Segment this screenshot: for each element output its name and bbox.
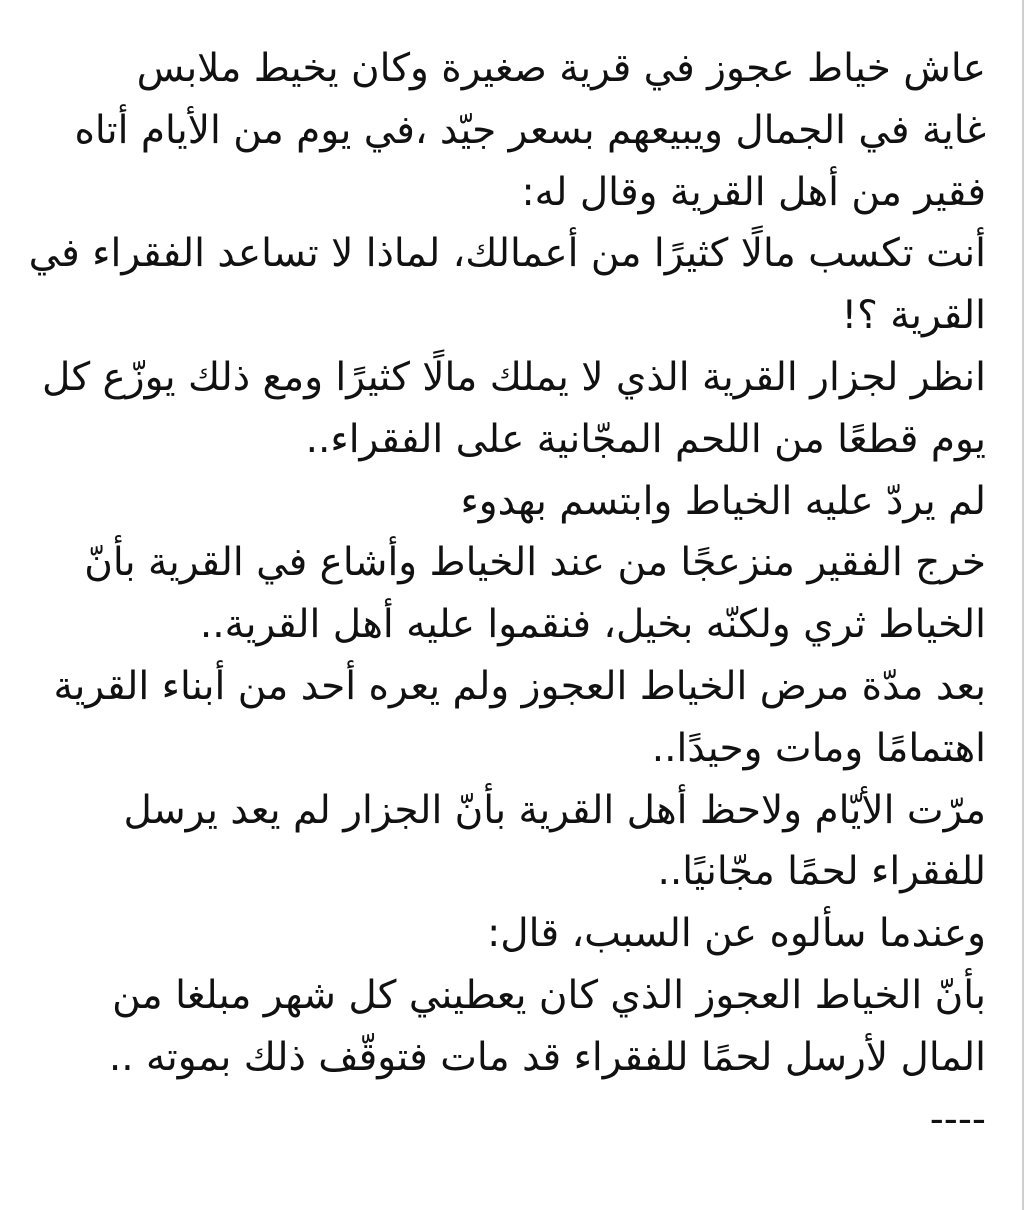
story-line: أنت تكسب مالًا كثيرًا من أعمالك، لماذا لا تساعد الفقراء في <box>28 231 986 277</box>
story-line: انظر لجزار القرية الذي لا يملك مالًا كثيرًا ومع ذلك يوزّع كل <box>42 354 986 400</box>
story-line: بأنّ الخياط العجوز الذي كان يعطيني كل شهر مبلغا من <box>112 972 986 1018</box>
story-line: يوم قطعًا من اللحم المجّانية على الفقراء.. <box>305 416 986 462</box>
story-line: خرج الفقير منزعجًا من عند الخياط وأشاع في القرية بأنّ <box>84 540 986 586</box>
story-line: الخياط ثري ولكنّه بخيل، فنقموا عليه أهل القرية.. <box>199 602 986 648</box>
story-line: عاش خياط عجوز في قرية صغيرة وكان يخيط ملابس <box>136 46 986 91</box>
story-line: للفقراء لحمًا مجّانيًا.. <box>657 849 986 895</box>
story-line: مرّت الأيّام ولاحظ أهل القرية بأنّ الجزار لم يعد يرسل <box>123 787 986 833</box>
story-line: المال لأرسل لحمًا للفقراء قد مات فتوقّف ذلك بموته .. <box>108 1034 986 1080</box>
story-line: فقير من أهل القرية وقال له: <box>521 169 986 215</box>
story-line: بعد مدّة مرض الخياط العجوز ولم يعره أحد من أبناء القرية <box>53 663 986 709</box>
story-text <box>26 38 986 1150</box>
story-line: غاية في الجمال ويبيعهم بسعر جيّد ،في يوم من الأيام أتاه <box>74 107 986 153</box>
story-line: وعندما سألوه عن السبب، قال: <box>487 911 986 957</box>
story-line: لم يردّ عليه الخياط وابتسم بهدوء <box>460 478 986 524</box>
story-line: القرية ؟! <box>841 293 986 339</box>
separator-dashes: ---- <box>929 1096 986 1142</box>
story-line: اهتمامًا ومات وحيدًا.. <box>651 725 986 771</box>
